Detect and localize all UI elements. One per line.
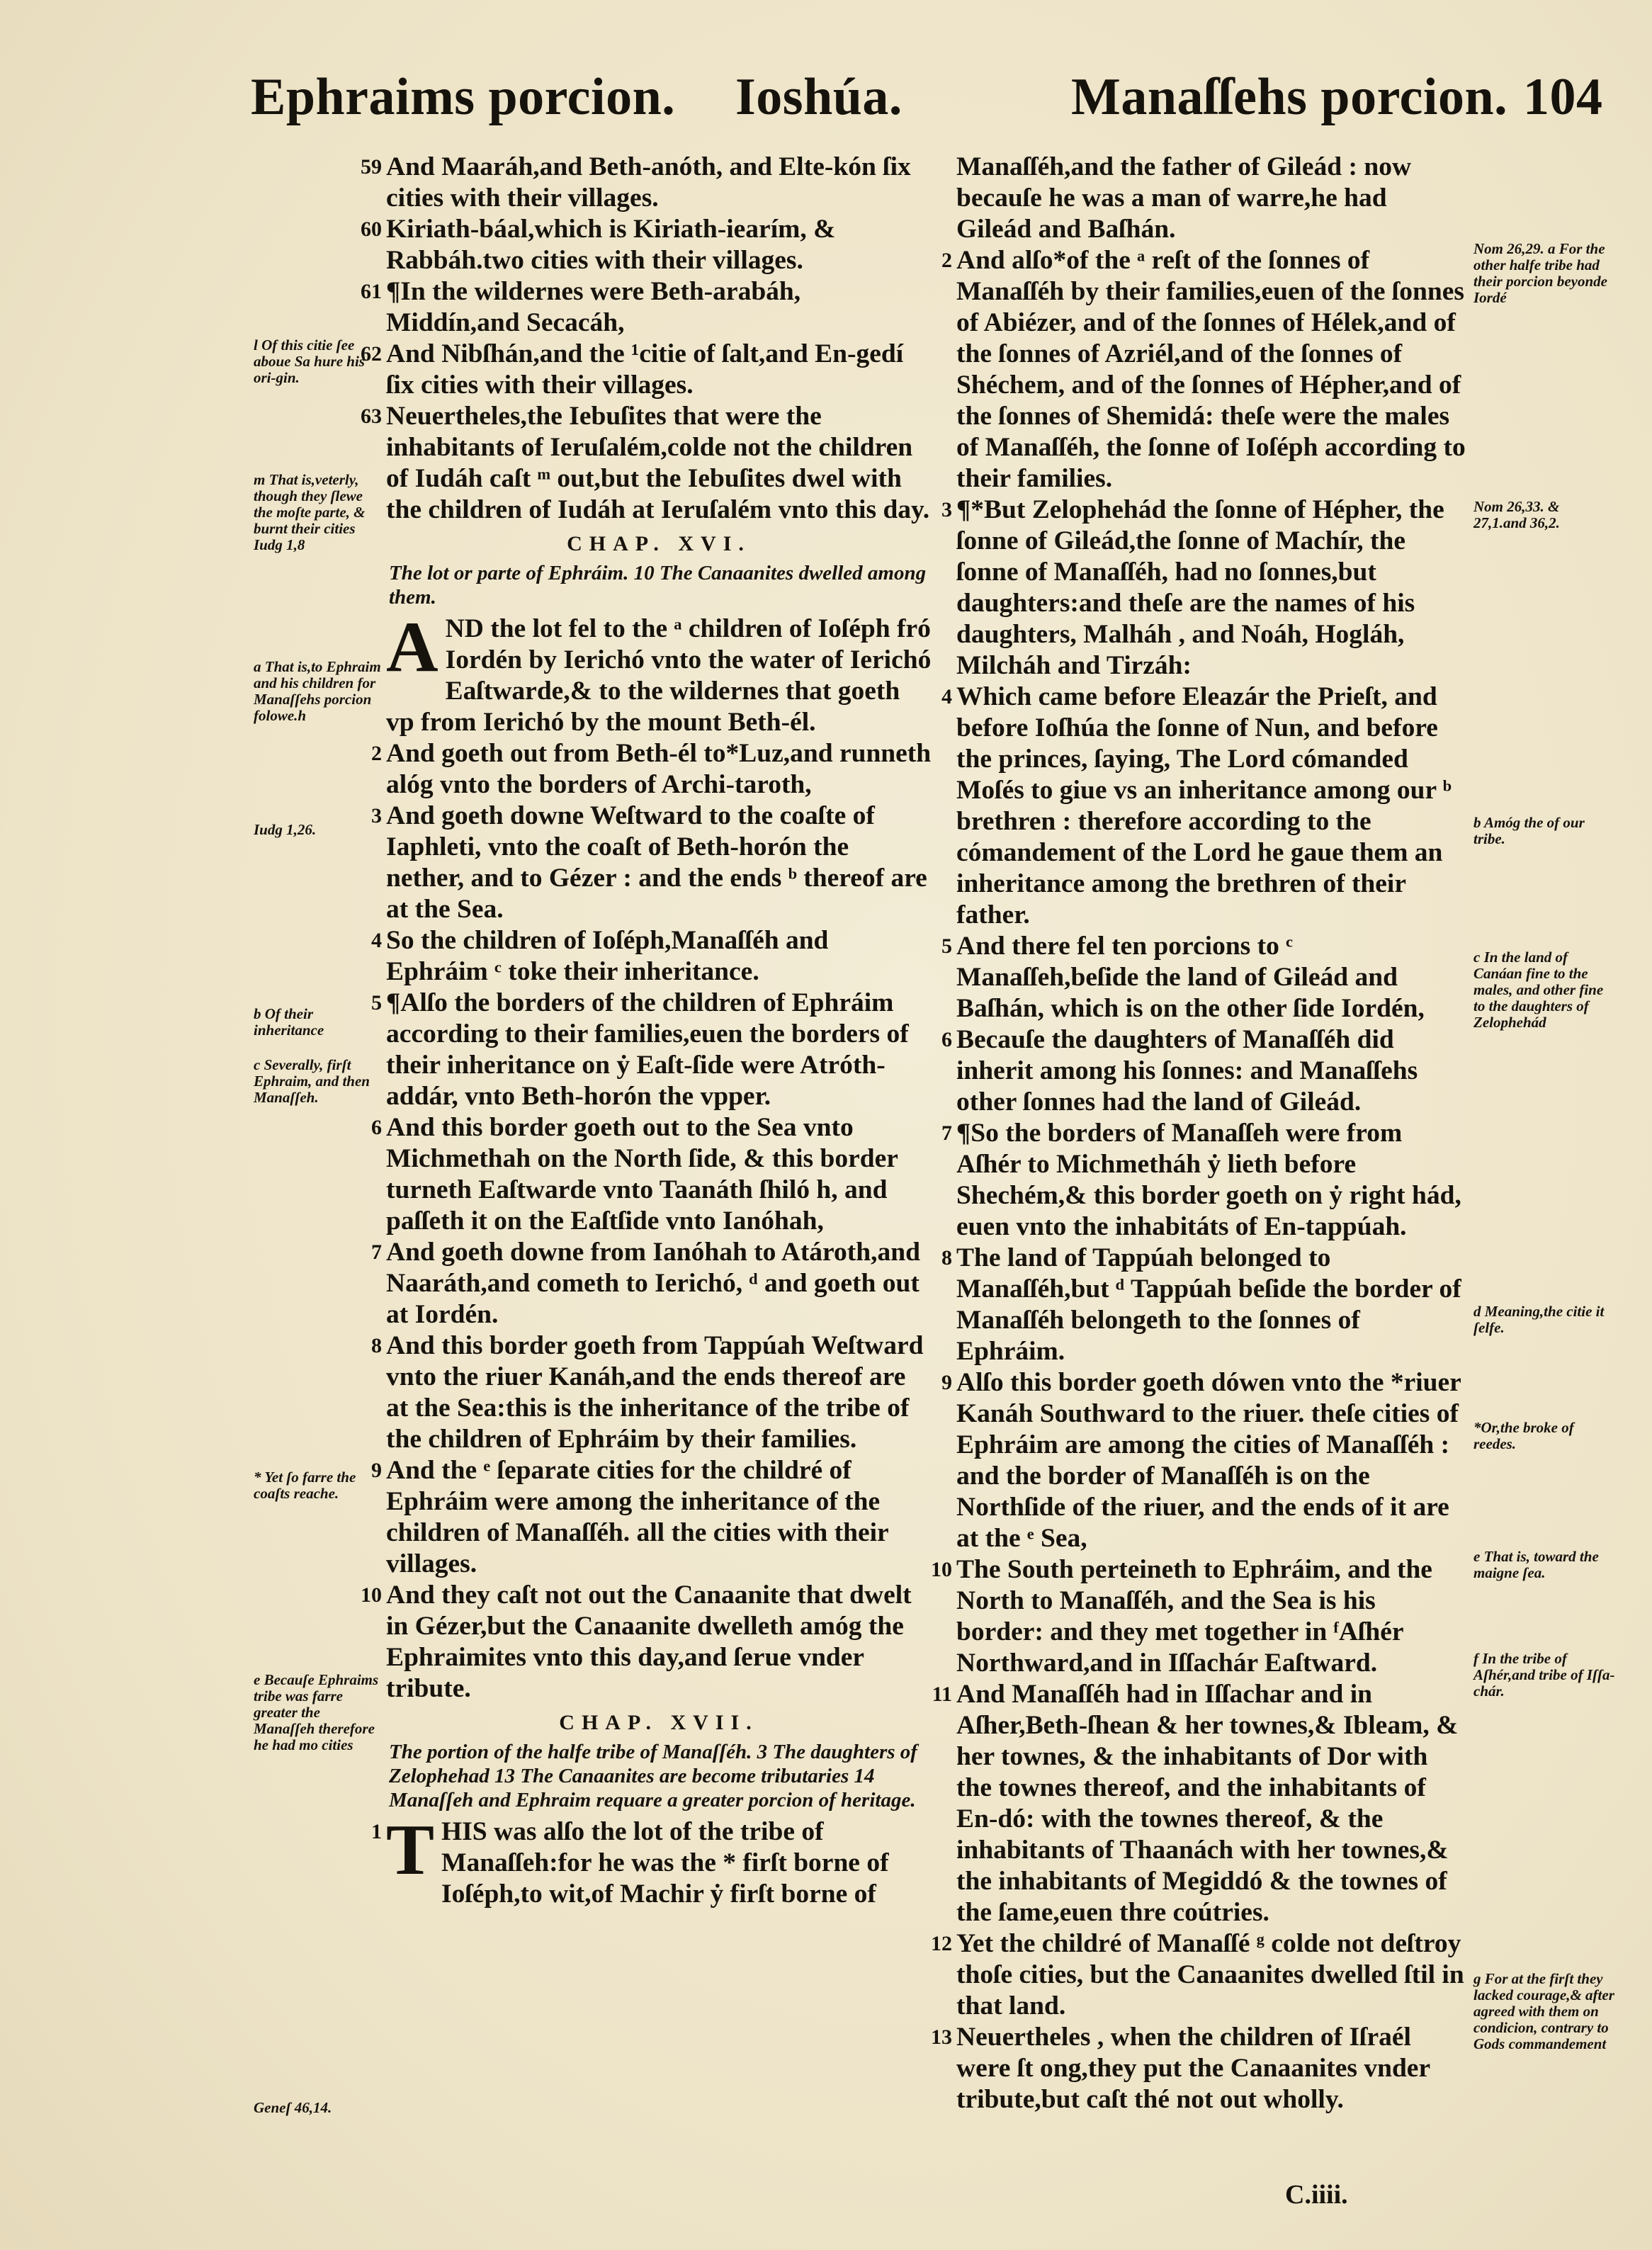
verse-text: Neuertheles,the Iebuſites that were the inhabitants of Ieruſalém,colde not the children of Iudáh caſt ᵐ out,but the Iebuſites dwel with the children of Iudáh at Ieruſalém vnto this day. — [386, 402, 930, 524]
verse — [371, 925, 932, 988]
verse-number: 10 — [361, 1583, 382, 1607]
margin-note-right: Nom 26,29. a For the other halfe tribe had their porcion beyonde Iordé — [1473, 240, 1607, 306]
verse-number: 61 — [361, 280, 382, 303]
verse — [371, 1330, 932, 1455]
verse-number: 6 — [371, 1116, 382, 1139]
verse-number: 8 — [371, 1334, 382, 1357]
verse — [371, 988, 932, 1112]
margin-note-right: f In the tribe of Aſhér,and tribe of Iſſa-chár. — [1473, 1650, 1615, 1700]
verse-number: 60 — [361, 217, 382, 241]
verse — [941, 245, 1468, 494]
margin-note-right: d Meaning,the citie it ſelfe. — [1473, 1303, 1605, 1336]
verse — [361, 1580, 932, 1705]
verse — [941, 1367, 1468, 1554]
page-number: 104 — [1523, 68, 1603, 126]
verse-number: 12 — [931, 1932, 952, 1955]
verse — [941, 1118, 1468, 1243]
margin-note-left: m That is,veterly, though they ſlewe the moſte parte, & burnt their cities Iudg 1,8 — [254, 471, 366, 553]
verse-number: 4 — [371, 929, 382, 952]
verse-number: 62 — [361, 342, 382, 366]
margin-note-left: a That is,to Ephraim and his children for Manaſſehs porcion folowe.h — [254, 658, 381, 724]
verse-text: And goeth downe from Ianóhah to Atároth,and Naaráth,and cometh to Ierichó, ᵈ and goeth out at Iordén. — [386, 1238, 920, 1329]
verse — [932, 1679, 1468, 1928]
verse — [371, 1112, 932, 1237]
running-header — [0, 67, 1652, 152]
verse-text: The South perteineth to Ephráim, and the North to Manaſſéh, and the Sea is his border: and they met together in ᶠAſhér Northward,and in Iſſachár Eaſtward. — [956, 1555, 1432, 1678]
verse-text: And Nibſhán,and the ¹citie of ſalt,and En-gedí ſix cities with their villages. — [386, 339, 904, 400]
verse-text: And the ᵉ ſeparate cities for the childré of Ephráim were among the inheritance of the children of Manaſſéh. all the cities with their villages. — [386, 1456, 888, 1578]
verse-number: 63 — [361, 405, 382, 428]
header-right-title: Manaſſehs porcion. — [1071, 68, 1508, 126]
chapter-summary: The portion of the halfe tribe of Manaſſéh. 3 The daughters of Zelophehad 13 The Canaanites are become tributaries 14 Manaſſeh and Ephraim requare a greater porcion of heritage. — [389, 1741, 917, 1811]
margin-note-right: g For at the firſt they lacked courage,& after agreed with them on condicion, contrary to Gods commandement — [1473, 1970, 1614, 2052]
verse-number: 9 — [371, 1459, 382, 1482]
verse-text: HIS was alſo the lot of the tribe of Manaſſeh:for he was the * firſt borne of Ioſéph,to wit,of Machir ẏ firſt borne of — [441, 1817, 889, 1909]
verse — [371, 1237, 932, 1330]
verse — [371, 1810, 932, 1910]
left-text-column — [361, 152, 932, 1910]
margin-note-left: l Of this citie ſee aboue Sa hure his ori-gin. — [254, 337, 365, 386]
margin-note-right: e That is, toward the maigne ſea. — [1473, 1548, 1599, 1581]
margin-note-right: Nom 26,33. & 27,1.and 36,2. — [1473, 498, 1560, 531]
verse-number: 59 — [361, 155, 382, 179]
right-text-column — [931, 152, 1468, 2115]
verse-text: Neuertheles , when the children of Iſraél were ſt ong,they put the Canaanites vnder tribute,but caſt thé not out wholly. — [956, 2023, 1430, 2114]
verse-text: And Manaſſéh had in Iſſachar and in Aſher,Beth-ſhean & her townes,& Ibleam, & her townes, & the inhabitants of Dor with the townes thereof, and the inhabitants of En-dó: with the townes thereof, & the inhabitants of Thaanách with her townes,& the inhabitants of Megiddó & the townes of the ſame,euen thre coútries. — [956, 1680, 1459, 1927]
verse-text: ND the lot fel to the ᵃ children of Ioſéph fró Iordén by Ierichó vnto the water of Ierichó Eaſtwarde,& to the wildernes that goeth vp from Ierichó by the mount Beth-él. — [386, 614, 932, 737]
verse-number: 6 — [941, 1028, 952, 1051]
chapter-heading: CHAP. XVI. — [567, 532, 751, 555]
verse-text: Manaſſéh,and the father of Gileád : now becauſe he was a man of warre,he had Gileád and Baſhán. — [956, 152, 1412, 244]
header-left-title: Ephraims porcion. — [251, 68, 676, 126]
verse — [361, 401, 932, 526]
verse — [941, 1024, 1468, 1118]
verse-number: 11 — [932, 1683, 952, 1706]
margin-note-left: Geneſ 46,14. — [254, 2099, 332, 2116]
drop-cap: A — [386, 607, 439, 687]
verse — [956, 152, 1468, 245]
verse-text: ¶So the borders of Manaſſeh were from Aſhér to Michmetháh ẏ lieth before Shechém,& this border goeth on ẏ right hád, euen vnto the inhabitáts of En-tappúah. — [956, 1119, 1461, 1241]
verse-number: 10 — [931, 1558, 952, 1581]
verse-text: ¶Alſo the borders of the children of Ephráim according to their families,euen the borders of their inheritance on ẏ Eaſt-ſide were Atróth-addár, vnto Beth-horón the vpper. — [386, 988, 909, 1111]
verse-number: 1 — [371, 1820, 382, 1843]
verse-text: Which came before Eleazár the Prieſt, and before Ioſhúa the ſonne of Nun, and before the princes, ſaying, The Lord cómanded Moſés to giue vs an inheritance among our ᵇ brethren : therefore according to the cómandement of the Lord he gaue them an inheritance among the brethren of their father. — [956, 682, 1452, 929]
margin-note-right: c In the land of Canáan fine to the males, and other fine to the daughters of Zelophehád — [1473, 949, 1604, 1031]
verse — [941, 931, 1468, 1024]
verse-number: 2 — [371, 742, 382, 765]
verse — [941, 682, 1468, 931]
margin-note-left: e Becauſe Ephraims tribe was farre greater the Manaſſeh therefore he had mo cities — [254, 1671, 379, 1753]
verse-text: And Maaráh,and Beth-anóth, and Elte-kón ſix cities with their villages. — [386, 152, 911, 213]
verse-text: Becauſe the daughters of Manaſſéh did inherit among his ſonnes: and Manaſſehs other ſonnes had the land of Gileád. — [956, 1025, 1418, 1116]
verse-text: So the children of Ioſéph,Manaſſéh and Ephráim ᶜ toke their inheritance. — [386, 926, 829, 986]
verse-text: ¶In the wildernes were Beth-arabáh, Middín,and Secacáh, — [386, 277, 801, 337]
verse-text: And they caſt not out the Canaanite that dwelt in Gézer,but the Canaanite dwelleth amóg the Ephraimites vnto this day,and ſerue vnder tribute. — [386, 1581, 912, 1703]
verse — [931, 1554, 1468, 1679]
verse-number: 3 — [941, 498, 952, 521]
chapter-summary: The lot or parte of Ephráim. 10 The Canaanites dwelled among them. — [389, 562, 927, 609]
chapter-heading: CHAP. XVII. — [559, 1711, 759, 1734]
verse — [941, 1243, 1468, 1367]
verse-text: Yet the childré of Manaſſé ᵍ colde not deſtroy thoſe cities, but the Canaanites dwelled ſtil in that land. — [956, 1929, 1464, 2020]
verse — [371, 801, 932, 925]
verse — [361, 276, 932, 339]
header-book-title: Ioshúa. — [735, 68, 903, 126]
verse-number: 5 — [941, 934, 952, 958]
verse — [931, 1928, 1468, 2022]
verse — [361, 152, 932, 214]
margin-note-left: b Of their inheritance — [254, 1005, 324, 1039]
verse-text: ¶*But Zelophehád the ſonne of Hépher, the ſonne of Gileád,the ſonne of Machír, the ſonne of Manaſſéh, had no ſonnes,but daughters:and theſe are the names of his daughters, Malháh , and Noáh, Hogláh, Milcháh and Tirzáh: — [956, 495, 1444, 680]
margin-note-right: b Amóg the of our tribe. — [1473, 814, 1585, 847]
verse-number: 7 — [371, 1240, 382, 1264]
drop-cap: T — [386, 1810, 435, 1890]
verse — [931, 2022, 1468, 2115]
verse-text: Alſo this border goeth dówen vnto the *riuer Kanáh Southward to the riuer. theſe cities of Ephráim are among the cities of Manaſſéh : and the border of Manaſſéh is on the Northſide of the riuer, and the ends of it are at the ᵉ Sea, — [956, 1368, 1461, 1553]
verse-number: 3 — [371, 804, 382, 827]
verse-text: And goeth downe Weſtward to the coaſte of Iaphleti, vnto the coaſt of Beth-horón the nether, and to Gézer : and the ends ᵇ thereof are at the Sea. — [386, 801, 927, 924]
verse — [361, 214, 932, 276]
verse-number: 5 — [371, 991, 382, 1014]
signature-mark: C.iiii. — [1285, 2180, 1348, 2210]
verse-number: 2 — [941, 249, 952, 272]
verse — [371, 1455, 932, 1580]
verse — [386, 607, 932, 738]
verse-number: 7 — [941, 1121, 952, 1145]
verse — [361, 339, 932, 401]
verse-text: And alſo*of the ᵃ reſt of the ſonnes of Manaſſéh by their families,euen of the ſonnes of Abiézer, and of the ſonnes of Hélek,and of the ſonnes of Azriél,and of the ſonnes of Shéchem, and of the ſonnes of Hépher,and of the ſonnes of Shemidá: theſe were the males of Manaſſéh, the ſonne of Ioſéph according to their families. — [956, 246, 1466, 493]
verse-text: And there fel ten porcions to ᶜ Manaſſeh,beſide the land of Gileád and Baſhán, which is on the other ſide Iordén, — [956, 932, 1425, 1023]
verse-text: Kiriath-báal,which is Kiriath-iearím, & Rabbáh.two cities with their villages. — [386, 215, 836, 275]
verse-text: And goeth out from Beth-él to*Luz,and runneth alóg vnto the borders of Archi-taroth, — [386, 739, 932, 799]
verse — [941, 494, 1468, 682]
margin-note-left: * Yet ſo farre the coaſts reache. — [254, 1469, 356, 1502]
verse-text: And this border goeth out to the Sea vnto Michmethah on the North ſide, & this border turneth Eaſtwarde vnto Taanáth ſhiló h, and paſſeth it on the Eaſtſide vnto Ianóhah, — [386, 1113, 898, 1236]
verse-number: 13 — [931, 2025, 952, 2049]
margin-note-left: c Severally, firſt Ephraim, and then Manaſſeh. — [254, 1056, 370, 1106]
verse-text: And this border goeth from Tappúah Weſtward vnto the riuer Kanáh,and the ends thereof are at the Sea:this is the inheritance of the tribe of the children of Ephráim by their families. — [386, 1331, 924, 1454]
verse-number: 8 — [941, 1246, 952, 1270]
verse-number: 9 — [941, 1371, 952, 1394]
verse-number: 4 — [941, 685, 952, 708]
verse — [371, 738, 932, 801]
margin-note-right: *Or,the broke of reedes. — [1473, 1419, 1574, 1452]
margin-note-left: Iudg 1,26. — [254, 821, 317, 838]
verse-text: The land of Tappúah belonged to Manaſſéh,but ᵈ Tappúah beſide the border of Manaſſéh belongeth to the ſonnes of Ephráim. — [956, 1243, 1461, 1366]
